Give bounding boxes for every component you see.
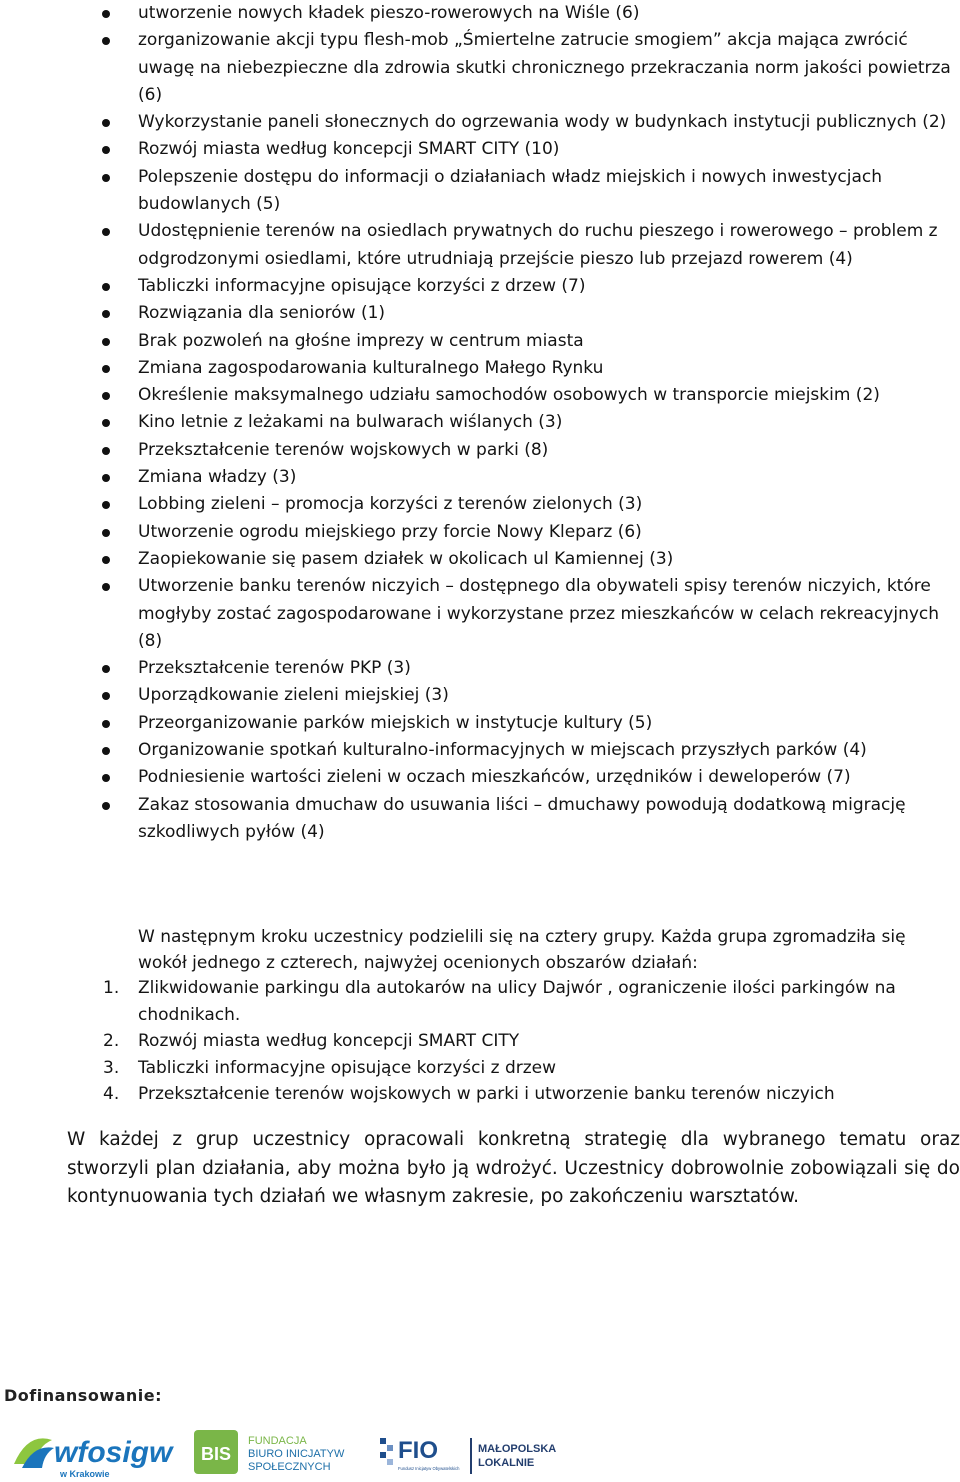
bullet-icon — [102, 119, 110, 127]
bullet-icon — [102, 720, 110, 728]
fio-wordmark: FIO — [398, 1437, 438, 1464]
fio-mosaic-icon — [380, 1438, 393, 1465]
bullet-icon — [102, 747, 110, 755]
bullet-icon — [102, 447, 110, 455]
group-topics-list — [0, 975, 960, 1108]
bullet-icon — [102, 10, 110, 18]
list-item — [0, 409, 960, 436]
list-item-text: Uporządkowanie zieleni miejskiej (3) — [138, 685, 449, 706]
list-item — [0, 682, 960, 709]
group-number: 4. — [103, 1084, 120, 1104]
list-item-text: Przekształcenie terenów PKP (3) — [138, 658, 411, 679]
list-item — [0, 546, 960, 573]
bullet-icon — [102, 501, 110, 509]
list-item-text: Zmiana zagospodarowania kulturalnego Małego Rynku — [138, 357, 604, 378]
bis-line-2: BIURO INICJATYW — [248, 1448, 345, 1460]
group-number: 2. — [103, 1031, 120, 1051]
list-item-text: Utworzenie banku terenów niczyich – dostępnego dla obywateli spisy terenów niczyich, które mogłyby zostać zagospodarowane i wykorzystane przez mieszkańców w celach rekreacyjnych (8) — [138, 576, 940, 651]
group-text: Rozwój miasta według koncepcji SMART CITY — [138, 1031, 520, 1051]
funding-footer — [0, 1380, 960, 1482]
list-item-text: Zmiana władzy (3) — [138, 467, 297, 488]
malopolska-lokalnie-logo — [470, 1436, 570, 1476]
wfosigw-logo — [8, 1424, 188, 1480]
list-item — [0, 0, 960, 27]
bullet-icon — [102, 774, 110, 782]
list-item-text: Przeorganizowanie parków miejskich w instytucje kultury (5) — [138, 712, 653, 733]
group-text: Tabliczki informacyjne opisujące korzyści z drzew — [138, 1057, 557, 1078]
list-item — [0, 27, 960, 109]
group-number: 1. — [103, 978, 120, 998]
bullet-icon — [102, 692, 110, 700]
wfosigw-wordmark: wfosigw — [54, 1436, 173, 1469]
bullet-icon — [102, 529, 110, 537]
list-item-text: Udostępnienie terenów na osiedlach prywatnych do ruchu pieszego i rowerowego – problem z odgrodzonymi osiedlami, które utrudniają przejście pieszo lub przejazd rowerem (4) — [138, 221, 938, 269]
intro-paragraph: W następnym kroku uczestnicy podzielili się na cztery grupy. Każda grupa zgromadziła się wokół jednego z czterech, najwyżej ocenionych obszarów działań: — [138, 927, 906, 973]
list-item — [0, 328, 960, 355]
bullet-icon — [102, 474, 110, 482]
list-item-text: Rozwiązania dla seniorów (1) — [138, 303, 386, 324]
list-item — [0, 218, 960, 273]
list-item — [0, 300, 960, 327]
list-item-text: Organizowanie spotkań kulturalno-informacyjnych w miejscach przyszłych parków (4) — [138, 740, 867, 761]
list-item-text: Brak pozwoleń na głośne imprezy w centrum miasta — [138, 330, 584, 351]
mlk-line-1: MAŁOPOLSKA — [478, 1443, 557, 1455]
bullet-icon — [102, 228, 110, 236]
list-item — [0, 164, 960, 219]
bis-line-1: FUNDACJA — [248, 1435, 307, 1447]
list-item-text: Rozwój miasta według koncepcji SMART CITY (10) — [138, 139, 560, 160]
list-item-text: Polepszenie dostępu do informacji o działaniach władz miejskich i nowych inwestycjach budowlanych (5) — [138, 166, 882, 215]
group-item — [0, 1055, 960, 1082]
list-item — [0, 464, 960, 491]
bis-foundation-logo — [192, 1424, 362, 1480]
bullet-icon — [102, 365, 110, 373]
bullet-icon — [102, 802, 110, 810]
bullet-icon — [102, 146, 110, 154]
list-item — [0, 136, 960, 163]
list-item — [0, 382, 960, 409]
list-item — [0, 355, 960, 382]
group-item — [0, 1028, 960, 1055]
group-number: 3. — [103, 1057, 120, 1078]
list-item — [0, 437, 960, 464]
bullet-icon — [102, 392, 110, 400]
list-item-text: Tabliczki informacyjne opisujące korzyści z drzew (7) — [138, 275, 586, 296]
list-item-text: Przekształcenie terenów wojskowych w parki (8) — [138, 439, 549, 460]
group-text: Zlikwidowanie parkingu dla autokarów na ulicy Dajwór , ograniczenie ilości parkingów na chodnikach. — [138, 978, 896, 1025]
bullet-icon — [102, 174, 110, 182]
list-item — [0, 519, 960, 546]
bullet-icon — [102, 310, 110, 318]
list-item — [0, 273, 960, 300]
bullet-icon — [102, 338, 110, 346]
list-item-text: Określenie maksymalnego udziału samochodów osobowych w transporcie miejskim (2) — [138, 385, 880, 406]
group-item — [0, 975, 960, 1028]
funding-label: Dofinansowanie: — [4, 1386, 163, 1405]
wfosigw-subtitle: w Krakowie — [60, 1469, 110, 1479]
list-item-text: Kino letnie z leżakami na bulwarach wiślanych (3) — [138, 412, 563, 433]
list-item — [0, 792, 960, 847]
list-item — [0, 655, 960, 682]
list-item-text: Podniesienie wartości zieleni w oczach mieszkańców, urzędników i deweloperów (7) — [138, 767, 851, 788]
list-item-text: Utworzenie ogrodu miejskiego przy forcie Nowy Kleparz (6) — [138, 521, 642, 542]
bullet-icon — [102, 665, 110, 673]
list-item-text: zorganizowanie akcji typu flesh-mob „Śmiertelne zatrucie smogiem” akcja mająca zwrócić uwagę na niebezpieczne dla zdrowia skutki chronicznego przekraczania norm jakości powietrza (6) — [138, 30, 951, 105]
bis-badge-text: BIS — [200, 1444, 232, 1464]
list-item — [0, 109, 960, 136]
group-item — [0, 1081, 960, 1108]
list-item — [0, 710, 960, 737]
bullet-icon — [102, 419, 110, 427]
fio-logo — [378, 1428, 468, 1478]
bullet-icon — [102, 556, 110, 564]
bis-line-3: SPOŁECZNYCH — [248, 1461, 331, 1473]
list-item-text: utworzenie nowych kładek pieszo-rowerowych na Wiśle (6) — [138, 3, 640, 23]
list-item — [0, 737, 960, 764]
list-item-text: Zaopiekowanie się pasem działek w okolicach ul Kamiennej (3) — [138, 548, 674, 569]
list-item-text: Wykorzystanie paneli słonecznych do ogrzewania wody w budynkach instytucji publicznych (2) — [138, 112, 947, 133]
list-item — [0, 491, 960, 518]
list-item-text: Zakaz stosowania dmuchaw do usuwania liści – dmuchawy powodują dodatkową migrację szkodliwych pyłów (4) — [138, 794, 906, 842]
list-item-text: Lobbing zieleni – promocja korzyści z terenów zielonych (3) — [138, 494, 643, 515]
mlk-line-2: LOKALNIE — [478, 1457, 535, 1469]
list-item — [0, 573, 960, 655]
bullet-icon — [102, 283, 110, 291]
fio-subtitle: Fundusz Inicjatyw Obywatelskich — [398, 1466, 460, 1471]
bullet-icon — [102, 37, 110, 45]
summary-paragraph: W każdej z grup uczestnicy opracowali konkretną strategię dla wybranego tematu oraz stworzyli plan działania, aby można było ją wdrożyć. Uczestnicy dobrowolnie zobowiązali się do kontynuowania tych działań we własnym zakresie, po zakończeniu warsztatów. — [67, 1129, 960, 1207]
list-item — [0, 764, 960, 791]
group-text: Przekształcenie terenów wojskowych w parki i utworzenie banku terenów niczyich — [138, 1084, 835, 1104]
bullet-icon — [102, 583, 110, 591]
